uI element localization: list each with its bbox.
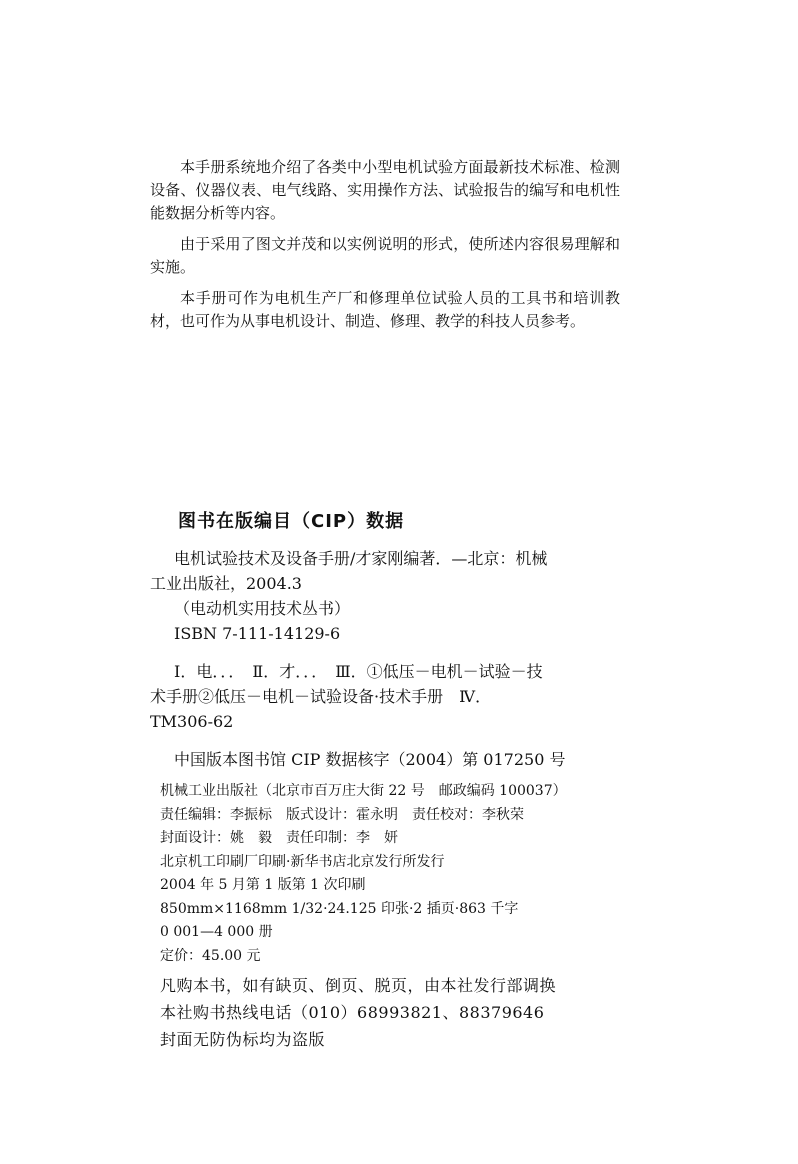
cip-isbn: ISBN 7-111-14129-6 bbox=[174, 624, 341, 643]
printer-line: 北京机工印刷厂印刷·新华书店北京发行所发行 bbox=[160, 853, 445, 870]
cip-subject-line-2: 术手册②低压－电机－试验设备·技术手册 Ⅳ． bbox=[150, 687, 492, 706]
abstract-paragraph-3: 本手册可作为电机生产厂和修理单位试验人员的工具书和培训教材，也可作为从事电机设计、制造、修理、教学的科技人员参考。 bbox=[150, 289, 620, 330]
cip-record bbox=[150, 546, 620, 772]
cip-entry-line-2: 工业出版社，2004.3 bbox=[150, 574, 302, 593]
cip-subject-line-1: Ⅰ．电．．． Ⅱ．才．．． Ⅲ．①低压－电机－试验－技 bbox=[174, 662, 543, 681]
edition-line: 2004 年 5 月第 1 版第 1 次印刷 bbox=[160, 877, 366, 893]
cip-subject-line-3: TM306-62 bbox=[150, 712, 234, 731]
format-line: 850mm×1168mm 1/32·24.125 印张·2 插页·863 千字 bbox=[160, 900, 519, 917]
notice-line-1: 凡购本书，如有缺页、倒页、脱页，由本社发行部调换 bbox=[160, 976, 557, 995]
cip-record-number: 中国版本图书馆 CIP 数据核字（2004）第 017250 号 bbox=[174, 750, 566, 769]
editors-line: 责任编辑：李振标 版式设计：霍永明 责任校对：李秋荣 bbox=[160, 806, 524, 823]
abstract-paragraph-1: 本手册系统地介绍了各类中小型电机试验方面最新技术标准、检测设备、仪器仪表、电气线路、实用操作方法、试验报告的编写和电机性能数据分析等内容。 bbox=[150, 158, 620, 222]
cip-heading: 图书在版编目（CIP）数据 bbox=[178, 511, 405, 532]
book-abstract bbox=[150, 156, 620, 341]
abstract-paragraph-2: 由于采用了图文并茂和以实例说明的形式，使所述内容很易理解和实施。 bbox=[150, 235, 620, 276]
cover-design-line: 封面设计：姚 毅 责任印制：李 妍 bbox=[160, 830, 398, 846]
cip-series: （电动机实用技术丛书） bbox=[174, 599, 351, 618]
cip-entry-line-1: 电机试验技术及设备手册/才家刚编著．—北京：机械 bbox=[174, 549, 548, 568]
notice-line-3: 封面无防伪标均为盗版 bbox=[160, 1030, 326, 1049]
purchase-notice bbox=[160, 972, 630, 1053]
imprint-block bbox=[160, 780, 630, 968]
copies-line: 0 001—4 000 册 bbox=[160, 924, 273, 940]
notice-line-2: 本社购书热线电话（010）68993821、88379646 bbox=[160, 1003, 545, 1022]
price-line: 定价：45.00 元 bbox=[160, 947, 261, 964]
publisher-line: 机械工业出版社（北京市百万庄大街 22 号 邮政编码 100037） bbox=[160, 783, 567, 799]
